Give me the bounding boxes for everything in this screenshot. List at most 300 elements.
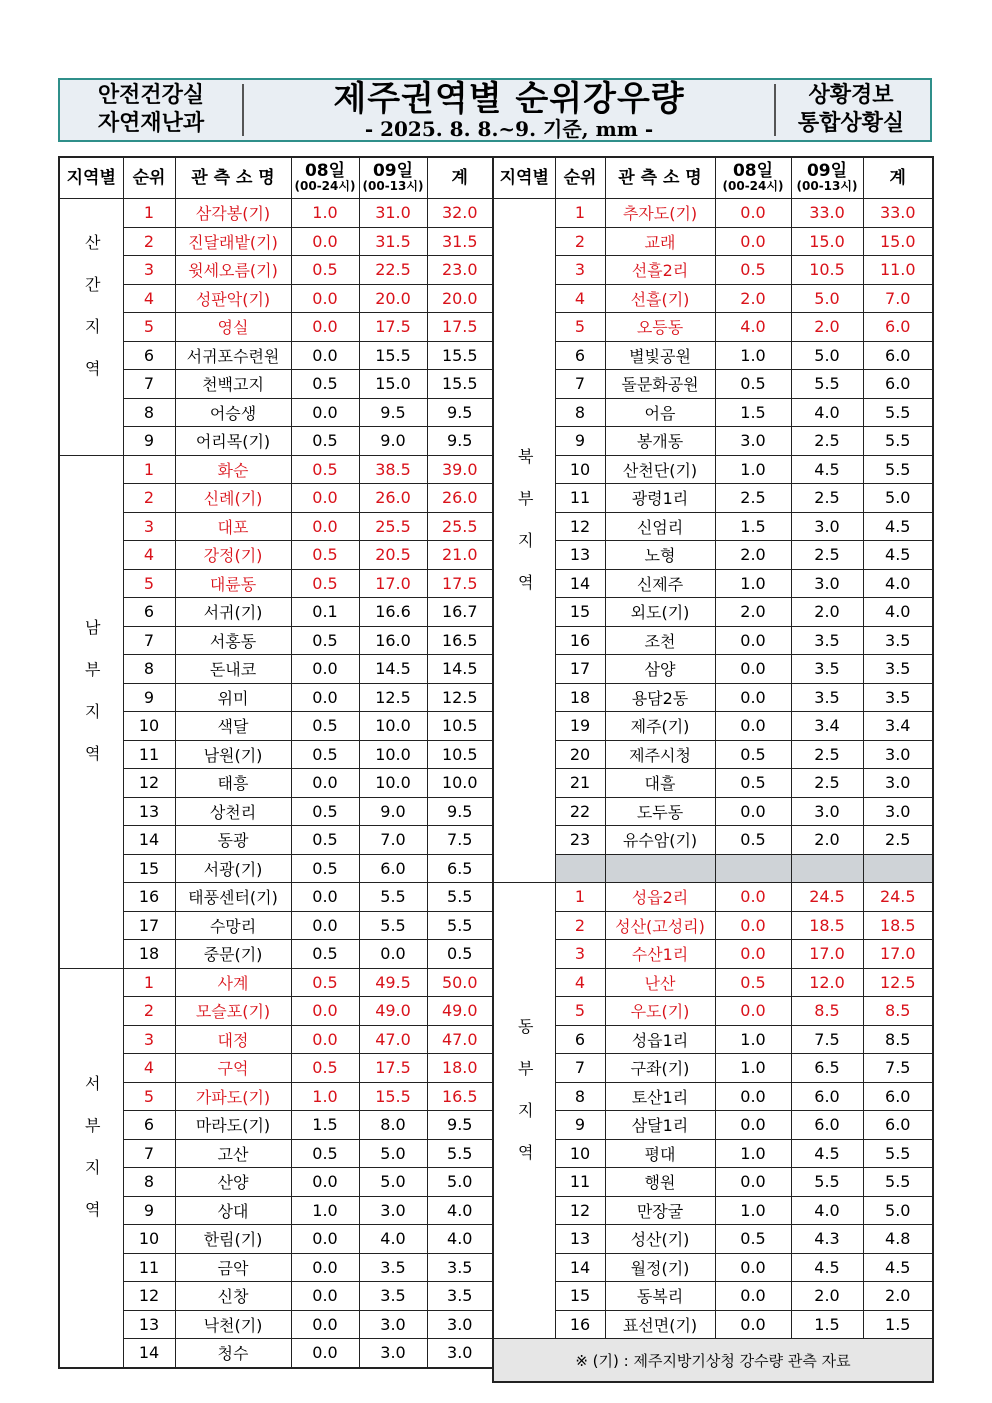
- station-cell: 성읍1리: [605, 1025, 715, 1054]
- day1-value: 0.5: [291, 455, 359, 484]
- day1-value: 1.5: [715, 512, 791, 541]
- day2-value: 7.5: [791, 1025, 863, 1054]
- table-row: [59, 1054, 493, 1083]
- total-value: 5.5: [863, 427, 933, 456]
- day2-value: 5.0: [359, 1168, 427, 1197]
- station-cell: 상천리: [175, 797, 291, 826]
- total-value: 6.0: [863, 313, 933, 342]
- day1-value: 0.5: [291, 1054, 359, 1083]
- rank-cell: 14: [555, 1253, 605, 1282]
- day2-value: 33.0: [791, 199, 863, 228]
- day2-value: 3.0: [791, 797, 863, 826]
- day2-value: 4.0: [359, 1225, 427, 1254]
- station-cell: 태흥: [175, 769, 291, 798]
- rank-cell: 9: [555, 427, 605, 456]
- table-row: [493, 626, 933, 655]
- station-cell: 청수: [175, 1339, 291, 1368]
- day1-value: 4.0: [715, 313, 791, 342]
- day2-value: 3.5: [791, 626, 863, 655]
- total-value: 5.5: [427, 1139, 493, 1168]
- table-row: [59, 313, 493, 342]
- total-value: 26.0: [427, 484, 493, 513]
- rank-cell: 4: [123, 541, 175, 570]
- table-row: [59, 826, 493, 855]
- table-row: [59, 512, 493, 541]
- day2-value: 3.0: [359, 1339, 427, 1368]
- day2-value: 10.0: [359, 712, 427, 741]
- station-cell: 강정(기): [175, 541, 291, 570]
- rank-cell: 5: [123, 569, 175, 598]
- rank-cell: 10: [555, 1139, 605, 1168]
- station-cell: 신엄리: [605, 512, 715, 541]
- day2-value: 17.0: [791, 940, 863, 969]
- station-cell: 행원: [605, 1168, 715, 1197]
- total-value: 5.5: [427, 911, 493, 940]
- table-row: [59, 227, 493, 256]
- station-cell: 산양: [175, 1168, 291, 1197]
- table-row: [59, 427, 493, 456]
- total-value: 5.5: [863, 1168, 933, 1197]
- table-row: [59, 398, 493, 427]
- station-cell: 색달: [175, 712, 291, 741]
- table-row: [59, 769, 493, 798]
- table-row: [493, 199, 933, 228]
- total-value: 10.0: [427, 769, 493, 798]
- table-row: [59, 968, 493, 997]
- day2-value: 9.0: [359, 797, 427, 826]
- day1-value: 0.0: [715, 1282, 791, 1311]
- rank-cell: 11: [555, 1168, 605, 1197]
- table-row: [59, 797, 493, 826]
- rank-cell: 7: [555, 1054, 605, 1083]
- rank-cell: 3: [555, 940, 605, 969]
- day1-value: 0.5: [715, 370, 791, 399]
- total-value: 31.5: [427, 227, 493, 256]
- day1-value: 0.0: [715, 227, 791, 256]
- station-cell: 윗세오름(기): [175, 256, 291, 285]
- day1-value: 0.0: [291, 1310, 359, 1339]
- station-cell: 상대: [175, 1196, 291, 1225]
- rank-cell: 6: [123, 341, 175, 370]
- rank-cell: 3: [555, 256, 605, 285]
- col-day2-label: 09일: [372, 161, 414, 181]
- table-row: [59, 1111, 493, 1140]
- rank-cell: 13: [555, 1225, 605, 1254]
- total-value: 5.5: [863, 398, 933, 427]
- day2-value: 4.5: [791, 455, 863, 484]
- day2-value: 0.0: [359, 940, 427, 969]
- station-cell: 평대: [605, 1139, 715, 1168]
- total-value: 7.0: [863, 284, 933, 313]
- station-cell: 노형: [605, 541, 715, 570]
- day2-value: 4.0: [791, 1196, 863, 1225]
- day2-value: 10.0: [359, 740, 427, 769]
- empty-cell: [605, 854, 715, 883]
- department-line2: 자연재난과: [97, 111, 205, 136]
- day2-value: 4.5: [791, 1253, 863, 1282]
- station-cell: 구억: [175, 1054, 291, 1083]
- day2-value: 18.5: [791, 911, 863, 940]
- station-cell: 어음: [605, 398, 715, 427]
- col-day1: [291, 157, 359, 199]
- station-cell: 별빛공원: [605, 341, 715, 370]
- station-cell: 수산1리: [605, 940, 715, 969]
- station-cell: 월정(기): [605, 1253, 715, 1282]
- col-rank: 순위: [555, 157, 605, 199]
- day2-value: 10.0: [359, 769, 427, 798]
- day1-value: 0.0: [715, 1253, 791, 1282]
- rank-cell: 8: [555, 398, 605, 427]
- total-value: 5.0: [427, 1168, 493, 1197]
- day1-value: 0.0: [291, 313, 359, 342]
- day1-value: 0.0: [715, 1082, 791, 1111]
- day1-value: 2.0: [715, 541, 791, 570]
- rank-cell: 3: [123, 256, 175, 285]
- day1-value: 0.0: [291, 398, 359, 427]
- day2-value: 17.5: [359, 1054, 427, 1083]
- col-region: 지역별: [59, 157, 123, 199]
- rank-cell: 4: [123, 1054, 175, 1083]
- table-row: [493, 740, 933, 769]
- day1-value: 0.5: [291, 797, 359, 826]
- day1-value: 0.0: [715, 1168, 791, 1197]
- rank-cell: 4: [555, 284, 605, 313]
- day1-value: 0.0: [291, 911, 359, 940]
- rank-cell: 11: [123, 1253, 175, 1282]
- region-label: [59, 455, 123, 968]
- total-value: 4.0: [427, 1196, 493, 1225]
- table-row: [59, 655, 493, 684]
- region-label: [59, 968, 123, 1368]
- day2-value: 3.4: [791, 712, 863, 741]
- station-cell: 영실: [175, 313, 291, 342]
- table-row: [493, 1168, 933, 1197]
- station-cell: 어리목(기): [175, 427, 291, 456]
- day2-value: 7.0: [359, 826, 427, 855]
- empty-cell: [715, 854, 791, 883]
- total-value: 4.5: [863, 512, 933, 541]
- day2-value: 5.0: [791, 284, 863, 313]
- rank-cell: 16: [555, 1310, 605, 1339]
- table-row: [493, 541, 933, 570]
- empty-row: [493, 854, 933, 883]
- station-cell: 대포: [175, 512, 291, 541]
- col-station: 관 측 소 명: [605, 157, 715, 199]
- region-label: [493, 883, 555, 1339]
- station-cell: 도두동: [605, 797, 715, 826]
- day2-value: 6.5: [791, 1054, 863, 1083]
- day1-value: 0.0: [291, 683, 359, 712]
- day2-value: 49.5: [359, 968, 427, 997]
- day2-value: 2.0: [791, 826, 863, 855]
- station-cell: 교래: [605, 227, 715, 256]
- rank-cell: 18: [123, 940, 175, 969]
- table-row: [493, 997, 933, 1026]
- table-row: [493, 1253, 933, 1282]
- table-row: [59, 712, 493, 741]
- station-cell: 광령1리: [605, 484, 715, 513]
- day2-value: 16.0: [359, 626, 427, 655]
- station-cell: 한림(기): [175, 1225, 291, 1254]
- day1-value: 1.0: [715, 1054, 791, 1083]
- day2-value: 5.0: [791, 341, 863, 370]
- station-cell: 위미: [175, 683, 291, 712]
- total-value: 6.5: [427, 854, 493, 883]
- total-value: 23.0: [427, 256, 493, 285]
- col-day1-range: (00-24시): [294, 179, 356, 193]
- day2-value: 1.5: [791, 1310, 863, 1339]
- col-day1-range: (00-24시): [722, 179, 784, 193]
- table-row: [493, 911, 933, 940]
- rank-cell: 9: [123, 1196, 175, 1225]
- day1-value: 0.0: [291, 341, 359, 370]
- day1-value: 0.5: [291, 712, 359, 741]
- col-total: 계: [863, 157, 933, 199]
- rank-cell: 14: [123, 1339, 175, 1368]
- table-row: [493, 1082, 933, 1111]
- rank-cell: 8: [123, 1168, 175, 1197]
- table-row: [59, 1225, 493, 1254]
- day2-value: 3.0: [359, 1196, 427, 1225]
- total-value: 0.5: [427, 940, 493, 969]
- total-value: 3.0: [863, 797, 933, 826]
- station-cell: 돌문화공원: [605, 370, 715, 399]
- station-cell: 모슬포(기): [175, 997, 291, 1026]
- empty-cell: [555, 854, 605, 883]
- total-value: 5.5: [863, 1139, 933, 1168]
- day2-value: 22.5: [359, 256, 427, 285]
- day2-value: 31.5: [359, 227, 427, 256]
- table-row: [493, 769, 933, 798]
- day2-value: 9.5: [359, 398, 427, 427]
- rank-cell: 11: [555, 484, 605, 513]
- rank-cell: 2: [123, 227, 175, 256]
- day2-value: 20.5: [359, 541, 427, 570]
- rank-cell: 3: [123, 512, 175, 541]
- table-row: [59, 740, 493, 769]
- empty-cell: [791, 854, 863, 883]
- table-row: [59, 541, 493, 570]
- empty-cell: [863, 854, 933, 883]
- table-row: [59, 256, 493, 285]
- day1-value: 1.0: [291, 1196, 359, 1225]
- station-cell: 오등동: [605, 313, 715, 342]
- day2-value: 17.0: [359, 569, 427, 598]
- table-row: [59, 1139, 493, 1168]
- total-value: 16.7: [427, 598, 493, 627]
- table-row: [59, 1310, 493, 1339]
- rank-cell: 7: [123, 1139, 175, 1168]
- day2-value: 2.5: [791, 484, 863, 513]
- total-value: 3.0: [427, 1339, 493, 1368]
- table-row: [59, 569, 493, 598]
- total-value: 18.0: [427, 1054, 493, 1083]
- day2-value: 8.5: [791, 997, 863, 1026]
- table-row: [493, 427, 933, 456]
- table-row: [59, 598, 493, 627]
- region-label: [59, 199, 123, 456]
- table-row: [493, 313, 933, 342]
- day1-value: 0.5: [291, 626, 359, 655]
- day2-value: 5.5: [791, 370, 863, 399]
- total-value: 16.5: [427, 626, 493, 655]
- region-name: 산간지역: [82, 233, 102, 402]
- day2-value: 6.0: [791, 1111, 863, 1140]
- station-cell: 용담2동: [605, 683, 715, 712]
- total-value: 32.0: [427, 199, 493, 228]
- region-label: [493, 199, 555, 883]
- station-cell: 서광(기): [175, 854, 291, 883]
- total-value: 3.5: [863, 655, 933, 684]
- day2-value: 47.0: [359, 1025, 427, 1054]
- day1-value: 0.0: [291, 512, 359, 541]
- table-row: [59, 1025, 493, 1054]
- day1-value: 0.5: [715, 1225, 791, 1254]
- col-day2-label: 09일: [806, 161, 848, 181]
- day1-value: 0.1: [291, 598, 359, 627]
- total-value: 9.5: [427, 1111, 493, 1140]
- station-cell: 어승생: [175, 398, 291, 427]
- station-cell: 남원(기): [175, 740, 291, 769]
- col-day1-label: 08일: [304, 161, 346, 181]
- table-row: [59, 1196, 493, 1225]
- rank-cell: 6: [123, 598, 175, 627]
- day2-value: 10.5: [791, 256, 863, 285]
- day1-value: 0.5: [291, 940, 359, 969]
- day2-value: 16.6: [359, 598, 427, 627]
- rank-cell: 17: [555, 655, 605, 684]
- day2-value: 17.5: [359, 313, 427, 342]
- rank-cell: 7: [123, 370, 175, 399]
- table-row: [493, 484, 933, 513]
- day2-value: 9.0: [359, 427, 427, 456]
- rank-cell: 17: [123, 911, 175, 940]
- rank-cell: 8: [123, 655, 175, 684]
- total-value: 33.0: [863, 199, 933, 228]
- rank-cell: 23: [555, 826, 605, 855]
- rainfall-table-right: [492, 156, 934, 1383]
- station-cell: 신례(기): [175, 484, 291, 513]
- total-value: 4.8: [863, 1225, 933, 1254]
- col-day2: [359, 157, 427, 199]
- day2-value: 2.5: [791, 740, 863, 769]
- day1-value: 0.5: [291, 968, 359, 997]
- table-row: [493, 1225, 933, 1254]
- col-day2-range: (00-13시): [362, 179, 424, 193]
- day2-value: 2.0: [791, 598, 863, 627]
- day2-value: 3.0: [359, 1310, 427, 1339]
- station-cell: 신창: [175, 1282, 291, 1311]
- day2-value: 15.5: [359, 341, 427, 370]
- total-value: 18.5: [863, 911, 933, 940]
- page-title: 제주권역별 순위강우량: [333, 79, 685, 119]
- rank-cell: 9: [123, 427, 175, 456]
- total-value: 25.5: [427, 512, 493, 541]
- rank-cell: 12: [555, 1196, 605, 1225]
- day2-value: 3.5: [359, 1282, 427, 1311]
- day1-value: 0.5: [291, 427, 359, 456]
- total-value: 3.0: [863, 769, 933, 798]
- station-cell: 만장굴: [605, 1196, 715, 1225]
- table-row: [493, 826, 933, 855]
- table-row: [59, 1082, 493, 1111]
- col-day2-range: (00-13시): [796, 179, 858, 193]
- day1-value: 0.0: [291, 1025, 359, 1054]
- day1-value: 1.0: [715, 1139, 791, 1168]
- day1-value: 0.5: [715, 740, 791, 769]
- station-cell: 성판악(기): [175, 284, 291, 313]
- col-station: 관 측 소 명: [175, 157, 291, 199]
- table-row: [493, 455, 933, 484]
- table-row: [59, 484, 493, 513]
- table-row: [493, 284, 933, 313]
- total-value: 2.5: [863, 826, 933, 855]
- day2-value: 38.5: [359, 455, 427, 484]
- day2-value: 3.0: [791, 569, 863, 598]
- day1-value: 0.0: [715, 797, 791, 826]
- station-cell: 낙천(기): [175, 1310, 291, 1339]
- day1-value: 0.0: [715, 940, 791, 969]
- station-cell: 천백고지: [175, 370, 291, 399]
- rank-cell: 11: [123, 740, 175, 769]
- day1-value: 0.5: [291, 1139, 359, 1168]
- day1-value: 0.0: [715, 997, 791, 1026]
- day1-value: 0.5: [715, 256, 791, 285]
- table-row: [59, 1282, 493, 1311]
- rank-cell: 9: [555, 1111, 605, 1140]
- rank-cell: 13: [123, 797, 175, 826]
- table-row: [59, 370, 493, 399]
- total-value: 3.4: [863, 712, 933, 741]
- station-cell: 표선면(기): [605, 1310, 715, 1339]
- rank-cell: 4: [555, 968, 605, 997]
- total-value: 21.0: [427, 541, 493, 570]
- day1-value: 0.0: [291, 1225, 359, 1254]
- total-value: 12.5: [863, 968, 933, 997]
- day1-value: 0.5: [715, 769, 791, 798]
- total-value: 6.0: [863, 1111, 933, 1140]
- table-row: [493, 683, 933, 712]
- station-cell: 외도(기): [605, 598, 715, 627]
- rank-cell: 10: [123, 1225, 175, 1254]
- note-row: [493, 1339, 933, 1383]
- region-name: 남부지역: [82, 618, 102, 787]
- day1-value: 0.0: [291, 1253, 359, 1282]
- col-day1-label: 08일: [732, 161, 774, 181]
- station-cell: 중문(기): [175, 940, 291, 969]
- day2-value: 26.0: [359, 484, 427, 513]
- station-cell: 우도(기): [605, 997, 715, 1026]
- rank-cell: 14: [555, 569, 605, 598]
- total-value: 4.0: [427, 1225, 493, 1254]
- rank-cell: 6: [123, 1111, 175, 1140]
- day1-value: 0.0: [715, 199, 791, 228]
- region-name: 북부지역: [515, 447, 535, 616]
- total-value: 12.5: [427, 683, 493, 712]
- table-row: [59, 683, 493, 712]
- total-value: 9.5: [427, 797, 493, 826]
- total-value: 17.5: [427, 313, 493, 342]
- station-cell: 제주시청: [605, 740, 715, 769]
- station-cell: 수망리: [175, 911, 291, 940]
- table-header-row: [59, 157, 493, 199]
- day1-value: 0.5: [291, 854, 359, 883]
- station-cell: 성읍2리: [605, 883, 715, 912]
- table-row: [59, 1253, 493, 1282]
- rank-cell: 15: [555, 598, 605, 627]
- day1-value: 0.0: [291, 1168, 359, 1197]
- rank-cell: 3: [123, 1025, 175, 1054]
